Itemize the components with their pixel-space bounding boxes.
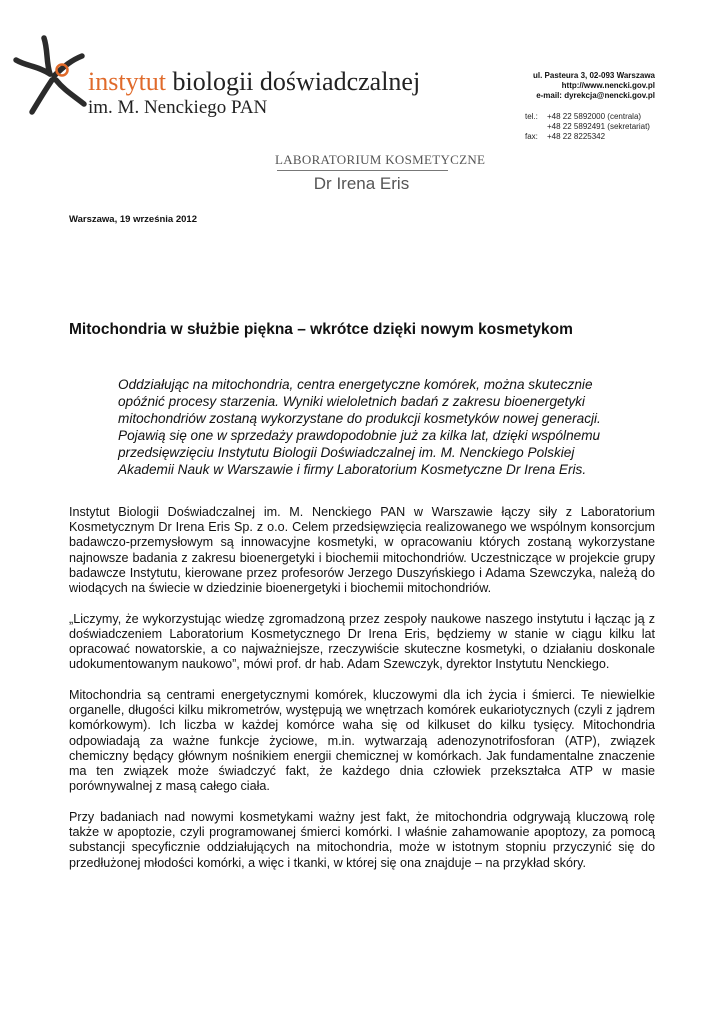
phone-value: +48 22 5892000 (centrala) <box>547 112 642 121</box>
institute-subtitle: im. M. Nenckiego PAN <box>88 97 268 118</box>
address: ul. Pasteura 3, 02-093 Warszawa <box>533 71 655 80</box>
institute-name-rest: biologii doświadczalnej <box>166 67 421 96</box>
phone-block <box>525 112 650 142</box>
document-date: Warszawa, 19 września 2012 <box>69 214 197 225</box>
phone-value: +48 22 5892491 (sekretariat) <box>547 122 650 131</box>
phone-row <box>525 132 650 142</box>
phone-row <box>525 112 650 122</box>
lead-paragraph: Oddziałując na mitochondria, centra energetyczne komórek, można skutecznie opóźnić procesy starzenia. Wyniki wieloletnich badań z zakresu bioenergetyki mitochondriów zostaną wykorzystane do produkcji kosmetyków nowej generacji. Pojawią się one w sprzedaży prawdopodobnie już za kilka lat, dzięki wspólnemu przedsięwzięciu Instytutu Biologii Doświadczalnej im. M. Nenckiego Polskiej Akademii Nauk w Warszawie i firmy Laboratorium Kosmetyczne Dr Irena Eris. <box>118 377 601 477</box>
body-paragraph: Przy badaniach nad nowymi kosmetykami ważny jest fakt, że mitochondria odgrywają kluczową rolę także w apoptozie, czyli programowanej śmierci komórki. I właśnie zahamowanie apoptozy, za pomocą substancji specyficznie oddziałujących na mitochondria, może w istotnym stopniu przyczynić się do przedłużonej młodości komórki, a więc i tkanki, w której się ona znajduje – na przykład skóry. <box>69 809 655 870</box>
website-link[interactable]: http://www.nencki.gov.pl <box>561 81 655 90</box>
document-title: Mitochondria w służbie piękna – wkrótce dzięki nowym kosmetykom <box>69 321 573 338</box>
institute-logo-icon <box>10 26 88 136</box>
body-text <box>69 505 655 886</box>
institute-name-accent: instytut <box>88 67 167 96</box>
partner-divider <box>277 170 448 171</box>
partner-lab-name: LABORATORIUM KOSMETYCZNE <box>275 152 486 167</box>
institute-name <box>88 68 420 96</box>
phone-label: tel.: <box>525 112 538 121</box>
partner-person: Dr Irena Eris <box>313 174 410 193</box>
contact-block <box>435 71 655 101</box>
body-paragraph: Instytut Biologii Doświadczalnej im. M. Nenckiego PAN w Warszawie łączy siły z Laboratorium Kosmetycznym Dr Irena Eris Sp. z o.o. Celem przedsięwzięcia realizowanego we wspólnym konsorcjum badawczo-przemysłowym są innowacyjne kosmetyki, w opracowaniu których zostaną wykorzystane najnowsze badania z zakresu bioenergetyki i biochemii mitochondriów. Uczestniczące w projekcie grupy badawcze Instytutu, kierowane przez profesorów Jerzego Duszyńskiego i Adama Szewczyka, należą do wiodących na świecie w dziedzinie bioenergetyki i biochemii mitochondriów. <box>69 505 655 596</box>
phone-value: +48 22 8225342 <box>547 132 606 141</box>
phone-label: fax: <box>525 132 538 141</box>
email-link[interactable]: e-mail: dyrekcja@nencki.gov.pl <box>536 91 655 100</box>
phone-label <box>525 122 547 132</box>
body-paragraph: Mitochondria są centrami energetycznymi komórek, kluczowymi dla ich życia i śmierci. Te niewielkie organelle, długości kilku mikrometrów, występują we wnętrzach komórek eukariotycznych (czyli z jądrem komórkowym). Ich liczba w każdej komórce waha się od kilkuset do kilku tysięcy. Mitochondria odpowiadają za ważne funkcje życiowe, m.in. wytwarzają adenozynotrifosforan (ATP), związek chemiczny będący głównym nośnikiem energii chemicznej w komórkach. Jak fundamentalne znaczenie ma ten związek może świadczyć fakt, że każdego dnia człowiek przekształca ATP w masie porównywalnej z masą całego ciała. <box>69 688 655 794</box>
phone-row <box>525 122 650 132</box>
body-paragraph: „Liczymy, że wykorzystując wiedzę zgromadzoną przez zespoły naukowe naszego instytutu i łącząc ją z doświadczeniem Laboratorium Kosmetycznego Dr Irena Eris, będziemy w stanie w ciągu kilku lat opracować nowatorskie, a co najważniejsze, rzeczywiście skuteczne kosmetyki, o działaniu doskonale udokumentowanym naukowo”, mówi prof. dr hab. Adam Szewczyk, dyrektor Instytutu Nenckiego. <box>69 611 655 672</box>
